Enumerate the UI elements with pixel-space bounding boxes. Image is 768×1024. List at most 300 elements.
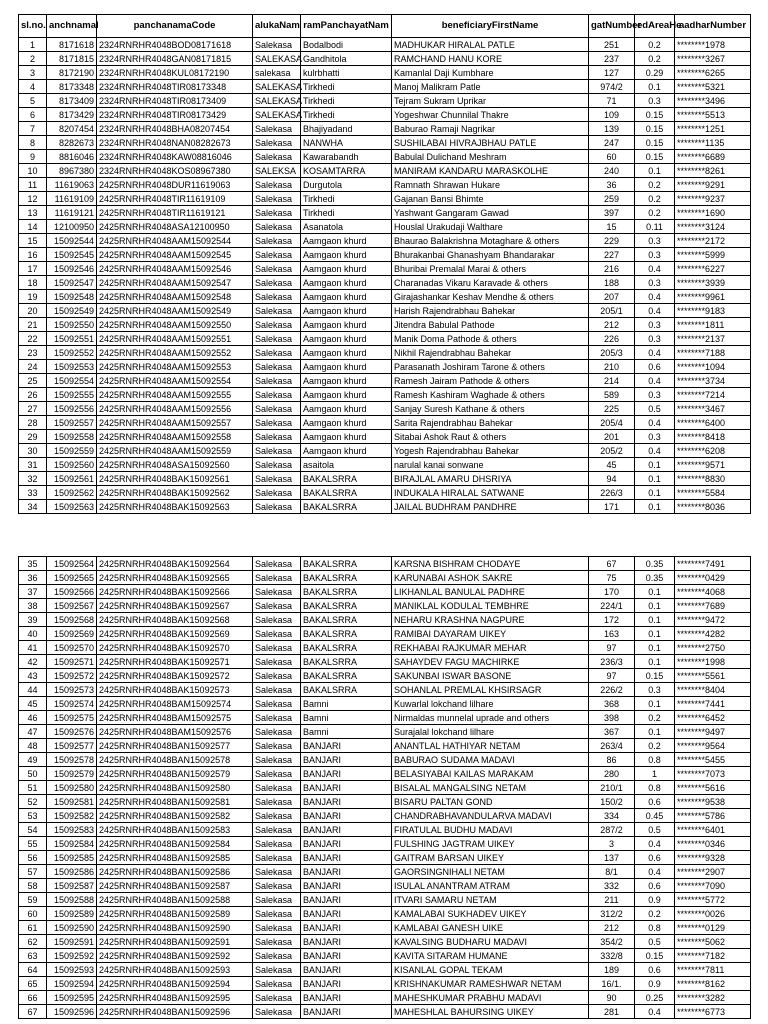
table-cell: 15092591 xyxy=(47,935,97,949)
table-cell: ********8162 xyxy=(675,977,751,991)
table-cell: BANJARI xyxy=(301,837,392,851)
table-cell: 15092553 xyxy=(47,360,97,374)
table-cell: KISANLAL GOPAL TEKAM xyxy=(392,963,589,977)
table-cell: BANJARI xyxy=(301,767,392,781)
table-cell: 58 xyxy=(19,879,47,893)
table-cell: 18 xyxy=(19,276,47,290)
table-cell: 8171618 xyxy=(47,38,97,52)
table-cell: 211 xyxy=(589,893,635,907)
table-cell: 127 xyxy=(589,66,635,80)
table-cell: 28 xyxy=(19,416,47,430)
table-row xyxy=(19,234,751,248)
table-cell: 2425RNRHR4048BAK15092572 xyxy=(97,669,253,683)
table-cell: SALEKASA xyxy=(253,80,301,94)
table-row xyxy=(19,963,751,977)
table-cell: 15092593 xyxy=(47,963,97,977)
table-row xyxy=(19,276,751,290)
table-cell: 15092572 xyxy=(47,669,97,683)
table-cell: SALEKSA xyxy=(253,164,301,178)
table-cell: 0.6 xyxy=(635,879,675,893)
table-cell: BAKALSRRA xyxy=(301,655,392,669)
table-cell: 15092569 xyxy=(47,627,97,641)
table-cell: Aamgaon khurd xyxy=(301,360,392,374)
table-cell: 15092594 xyxy=(47,977,97,991)
table-cell: 398 xyxy=(589,711,635,725)
table-cell: 2425RNRHR4048ASA12100950 xyxy=(97,220,253,234)
table-cell: FIRATULAL BUDHU MADAVI xyxy=(392,823,589,837)
table-cell: Ramesh Kashiram Waghade & others xyxy=(392,388,589,402)
table-cell: 36 xyxy=(589,178,635,192)
table-row xyxy=(19,38,751,52)
table-cell: 10 xyxy=(19,164,47,178)
table-cell: 15092581 xyxy=(47,795,97,809)
table-cell: 2425RNRHR4048BAN15092578 xyxy=(97,753,253,767)
table-cell: Yogeshwar Chunnilal Thakre xyxy=(392,108,589,122)
table-cell: KAMALABAI SUKHADEV UIKEY xyxy=(392,907,589,921)
table-row xyxy=(19,767,751,781)
table-cell: BAKALSRRA xyxy=(301,557,392,571)
table-cell: 170 xyxy=(589,585,635,599)
table-cell: ********9237 xyxy=(675,192,751,206)
table-row xyxy=(19,613,751,627)
table-row xyxy=(19,206,751,220)
table-cell: ********3467 xyxy=(675,402,751,416)
table-cell: BABURAO SUDAMA MADAVI xyxy=(392,753,589,767)
table-cell: Houslal Urakudaji Waltharе xyxy=(392,220,589,234)
table-cell: ********5616 xyxy=(675,781,751,795)
table-cell: 15092560 xyxy=(47,458,97,472)
table-cell: Aamgaon khurd xyxy=(301,304,392,318)
table-cell: 15092545 xyxy=(47,248,97,262)
table-cell: 49 xyxy=(19,753,47,767)
table-cell: 2425RNRHR4048BAN15092579 xyxy=(97,767,253,781)
table-cell: 227 xyxy=(589,248,635,262)
table-cell: 15092552 xyxy=(47,346,97,360)
table-cell: 2425RNRHR4048BAK15092573 xyxy=(97,683,253,697)
table-cell: Salekasa xyxy=(253,304,301,318)
table-cell: 2425RNRHR4048ASA15092560 xyxy=(97,458,253,472)
table-row xyxy=(19,248,751,262)
table-cell: Gandhitola xyxy=(301,52,392,66)
table-cell: 240 xyxy=(589,164,635,178)
table-cell: 67 xyxy=(589,557,635,571)
table-cell: 368 xyxy=(589,697,635,711)
table-cell: 0.6 xyxy=(635,851,675,865)
table-cell: ********8404 xyxy=(675,683,751,697)
table-row xyxy=(19,486,751,500)
table-row xyxy=(19,290,751,304)
table-cell: Tirkhedi xyxy=(301,192,392,206)
table-row xyxy=(19,585,751,599)
table-cell: 0.9 xyxy=(635,977,675,991)
table-cell: 354/2 xyxy=(589,935,635,949)
table-cell: BAKALSRRA xyxy=(301,472,392,486)
table-cell: 2425RNRHR4048AAM15092555 xyxy=(97,388,253,402)
table-cell: 2425RNRHR4048BAN15092582 xyxy=(97,809,253,823)
table-cell: 2425RNRHR4048BAK15092567 xyxy=(97,599,253,613)
table-cell: 367 xyxy=(589,725,635,739)
table-cell: ********3734 xyxy=(675,374,751,388)
table-cell: 0.2 xyxy=(635,38,675,52)
table-cell: 201 xyxy=(589,430,635,444)
table-cell: 2425RNRHR4048AAM15092548 xyxy=(97,290,253,304)
table-cell: Durgutola xyxy=(301,178,392,192)
table-cell: BANJARI xyxy=(301,823,392,837)
table-cell: ********8418 xyxy=(675,430,751,444)
header-cell: anchnamal xyxy=(47,15,97,38)
table-cell: 15092557 xyxy=(47,416,97,430)
table-cell: Sanjay Suresh Kathane & others xyxy=(392,402,589,416)
table-row xyxy=(19,52,751,66)
table-cell: SOHANLAL PREMLAL KHSIRSAGR xyxy=(392,683,589,697)
table-cell: 2425RNRHR4048AAM15092554 xyxy=(97,374,253,388)
table-cell: ********8830 xyxy=(675,472,751,486)
table-cell: Aamgaon khurd xyxy=(301,276,392,290)
table-block-top xyxy=(18,14,751,514)
table-cell: ********8036 xyxy=(675,500,751,514)
table-cell: 205/3 xyxy=(589,346,635,360)
table-row xyxy=(19,795,751,809)
table-cell: Salekasa xyxy=(253,795,301,809)
table-cell: 397 xyxy=(589,206,635,220)
table-cell: 0.4 xyxy=(635,304,675,318)
table-cell: 2425RNRHR4048BAN15092586 xyxy=(97,865,253,879)
table-row xyxy=(19,557,751,571)
table-cell: Kawarabandh xyxy=(301,150,392,164)
table-cell: NANWHA xyxy=(301,136,392,150)
table-cell: ********7090 xyxy=(675,879,751,893)
table-cell: 17 xyxy=(19,262,47,276)
table-cell: 71 xyxy=(589,94,635,108)
table-cell: salekasa xyxy=(253,66,301,80)
table-cell: 4 xyxy=(19,80,47,94)
table-cell: ********6400 xyxy=(675,416,751,430)
table-cell: 0.1 xyxy=(635,458,675,472)
table-cell: Salekasa xyxy=(253,921,301,935)
table-row xyxy=(19,599,751,613)
table-cell: 2425RNRHR4048BAN15092594 xyxy=(97,977,253,991)
table-cell: 0.11 xyxy=(635,220,675,234)
table-cell: MANIRAM KANDARU MARASKOLHE xyxy=(392,164,589,178)
table-cell: MANIKLAL KODULAL TEMBHRE xyxy=(392,599,589,613)
table-cell: BANJARI xyxy=(301,893,392,907)
table-cell: 2324RNRHR4048KUL08172190 xyxy=(97,66,253,80)
table-cell: BANJARI xyxy=(301,935,392,949)
table-cell: Salekasa xyxy=(253,178,301,192)
table-cell: 7 xyxy=(19,122,47,136)
table-cell: 2324RNRHR4048KAW08816046 xyxy=(97,150,253,164)
table-cell: 280 xyxy=(589,767,635,781)
table-cell: Bamni xyxy=(301,725,392,739)
table-cell: 0.1 xyxy=(635,472,675,486)
table-cell: ********7188 xyxy=(675,346,751,360)
table-cell: 48 xyxy=(19,739,47,753)
table-cell: 15092549 xyxy=(47,304,97,318)
table-cell: 2425RNRHR4048BAK15092563 xyxy=(97,500,253,514)
table-cell: 15092561 xyxy=(47,472,97,486)
table-cell: Salekasa xyxy=(253,963,301,977)
table-cell: 34 xyxy=(19,500,47,514)
table-cell: 2425RNRHR4048BAK15092569 xyxy=(97,627,253,641)
table-row xyxy=(19,122,751,136)
table-cell: Salekasa xyxy=(253,683,301,697)
table-cell: Salekasa xyxy=(253,725,301,739)
table-row xyxy=(19,430,751,444)
table-cell: Salekasa xyxy=(253,360,301,374)
table-cell: 19 xyxy=(19,290,47,304)
table-cell: 0.4 xyxy=(635,1005,675,1019)
table-cell: 15092567 xyxy=(47,599,97,613)
table-cell: 0.4 xyxy=(635,416,675,430)
table-row xyxy=(19,66,751,80)
table-cell: BANJARI xyxy=(301,921,392,935)
table-cell: 20 xyxy=(19,304,47,318)
table-cell: 2425RNRHR4048AAM15092550 xyxy=(97,318,253,332)
table-cell: 11619109 xyxy=(47,192,97,206)
table-cell: Nirmaldas munnelal uprade and others xyxy=(392,711,589,725)
table-cell: ANANTLAL HATHIYAR NETAM xyxy=(392,739,589,753)
table-row xyxy=(19,655,751,669)
table-cell: ********9538 xyxy=(675,795,751,809)
table-cell: Salekasa xyxy=(253,1005,301,1019)
table-cell: 263/4 xyxy=(589,739,635,753)
table-cell: 0.6 xyxy=(635,963,675,977)
table-cell: Aamgaon khurd xyxy=(301,234,392,248)
table-cell: 0.1 xyxy=(635,725,675,739)
table-cell: Salekasa xyxy=(253,136,301,150)
table-cell: ********9497 xyxy=(675,725,751,739)
table-cell: BANJARI xyxy=(301,865,392,879)
table-cell: 47 xyxy=(19,725,47,739)
table-cell: 0.2 xyxy=(635,206,675,220)
table-cell: ********7811 xyxy=(675,963,751,977)
table-cell: BAKALSRRA xyxy=(301,599,392,613)
table-cell: 15092579 xyxy=(47,767,97,781)
table-cell: 15092555 xyxy=(47,388,97,402)
header-cell: beneficiaryFirstName xyxy=(392,15,589,38)
table-cell: ********1690 xyxy=(675,206,751,220)
table-cell: Aamgaon khurd xyxy=(301,430,392,444)
table-cell: 2425RNRHR4048AAM15092558 xyxy=(97,430,253,444)
table-cell: 12100950 xyxy=(47,220,97,234)
table-cell: Ramesh Jairam Pathode & others xyxy=(392,374,589,388)
table-cell: Salekasa xyxy=(253,262,301,276)
table-cell: 2425RNRHR4048BAM15092576 xyxy=(97,725,253,739)
table-cell: 15092589 xyxy=(47,907,97,921)
table-cell: 5 xyxy=(19,94,47,108)
table-cell: REKHABAI RAJKUMAR MEHAR xyxy=(392,641,589,655)
table-cell: 2425RNRHR4048AAM15092549 xyxy=(97,304,253,318)
table-cell: ********0129 xyxy=(675,921,751,935)
table-cell: Aamgaon khurd xyxy=(301,444,392,458)
table-row xyxy=(19,977,751,991)
table-cell: 281 xyxy=(589,1005,635,1019)
table-cell: Aamgaon khurd xyxy=(301,388,392,402)
table-cell: 0.5 xyxy=(635,823,675,837)
table-cell: 2425RNRHR4048TIR11619121 xyxy=(97,206,253,220)
table-cell: 63 xyxy=(19,949,47,963)
table-cell: 0.25 xyxy=(635,991,675,1005)
header-cell: edAreaHe xyxy=(635,15,675,38)
table-cell: 15092575 xyxy=(47,711,97,725)
table-cell: Salekasa xyxy=(253,977,301,991)
table-cell: Aamgaon khurd xyxy=(301,332,392,346)
table-cell: ********2172 xyxy=(675,234,751,248)
table-cell: 23 xyxy=(19,346,47,360)
table-cell: BAKALSRRA xyxy=(301,683,392,697)
table-cell: BANJARI xyxy=(301,963,392,977)
table-cell: 51 xyxy=(19,781,47,795)
table-cell: 0.3 xyxy=(635,234,675,248)
table-cell: 54 xyxy=(19,823,47,837)
table-cell: Salekasa xyxy=(253,557,301,571)
table-cell: BANJARI xyxy=(301,851,392,865)
table-cell: 0.1 xyxy=(635,627,675,641)
table-cell: Salekasa xyxy=(253,851,301,865)
table-row xyxy=(19,725,751,739)
table-row xyxy=(19,781,751,795)
table-cell: 2425RNRHR4048AAM15092553 xyxy=(97,360,253,374)
table-cell: 29 xyxy=(19,430,47,444)
header-cell: gatNumber xyxy=(589,15,635,38)
table-cell: 15092595 xyxy=(47,991,97,1005)
table-cell: 2425RNRHR4048BAK15092562 xyxy=(97,486,253,500)
table-cell: 1 xyxy=(19,38,47,52)
table-cell: 75 xyxy=(589,571,635,585)
table-cell: BISARU PALTAN GOND xyxy=(392,795,589,809)
table-cell: Gajanan Bansi Bhimte xyxy=(392,192,589,206)
table-cell: Sitabai Ashok Raut & others xyxy=(392,430,589,444)
table-cell: Salekasa xyxy=(253,879,301,893)
table-cell: ********1135 xyxy=(675,136,751,150)
table-cell: 207 xyxy=(589,290,635,304)
table-cell: 0.45 xyxy=(635,809,675,823)
table-cell: BISALAL MANGALSING NETAM xyxy=(392,781,589,795)
table-cell: 224/1 xyxy=(589,599,635,613)
table-row xyxy=(19,921,751,935)
table-cell: 15092544 xyxy=(47,234,97,248)
table-cell: 2425RNRHR4048AAM15092545 xyxy=(97,248,253,262)
table-row xyxy=(19,907,751,921)
table-cell: KOSAMTARRA xyxy=(301,164,392,178)
table-cell: 2425RNRHR4048BAN15092595 xyxy=(97,991,253,1005)
table-cell: 8967380 xyxy=(47,164,97,178)
table-row xyxy=(19,346,751,360)
table-cell: ********9472 xyxy=(675,613,751,627)
table-cell: Salekasa xyxy=(253,935,301,949)
table-cell: SAHAYDEV FAGU MACHIRKE xyxy=(392,655,589,669)
table-cell: 2324RNRHR4048NAN08282673 xyxy=(97,136,253,150)
table-cell: ********4068 xyxy=(675,585,751,599)
table-cell: ********0346 xyxy=(675,837,751,851)
table-cell: 62 xyxy=(19,935,47,949)
table-cell: 15092558 xyxy=(47,430,97,444)
table-row xyxy=(19,851,751,865)
table-body-top xyxy=(19,38,751,514)
table-cell: 22 xyxy=(19,332,47,346)
table-cell: ********4282 xyxy=(675,627,751,641)
table-cell: 210 xyxy=(589,360,635,374)
table-cell: 0.2 xyxy=(635,178,675,192)
table-cell: 163 xyxy=(589,627,635,641)
table-cell: Asanatola xyxy=(301,220,392,234)
table-cell: Salekasa xyxy=(253,150,301,164)
table-cell: 15092578 xyxy=(47,753,97,767)
table-cell: ********3282 xyxy=(675,991,751,1005)
table-cell: BAKALSRRA xyxy=(301,627,392,641)
table-cell: 15092570 xyxy=(47,641,97,655)
table-cell: CHANDRABHAVANDULARVA MADAVI xyxy=(392,809,589,823)
table-cell: ********1251 xyxy=(675,122,751,136)
table-cell: 15092576 xyxy=(47,725,97,739)
table-cell: Salekasa xyxy=(253,206,301,220)
table-cell: Salekasa xyxy=(253,809,301,823)
table-cell: 0.5 xyxy=(635,935,675,949)
table-cell: Salekasa xyxy=(253,500,301,514)
table-cell: 0.1 xyxy=(635,613,675,627)
table-cell: Salekasa xyxy=(253,318,301,332)
table-row xyxy=(19,641,751,655)
table-cell: Babulal Dulichand Meshram xyxy=(392,150,589,164)
table-row xyxy=(19,374,751,388)
table-block-bottom xyxy=(18,556,751,1019)
table-cell: 15092585 xyxy=(47,851,97,865)
table-cell: 2425RNRHR4048AAM15092556 xyxy=(97,402,253,416)
table-cell: 56 xyxy=(19,851,47,865)
table-cell: 15092563 xyxy=(47,500,97,514)
table-cell: ********3267 xyxy=(675,52,751,66)
table-cell: ********5321 xyxy=(675,80,751,94)
table-cell: 0.8 xyxy=(635,921,675,935)
table-cell: 109 xyxy=(589,108,635,122)
table-cell: 15092554 xyxy=(47,374,97,388)
table-cell: ********7441 xyxy=(675,697,751,711)
table-cell: 2425RNRHR4048BAK15092568 xyxy=(97,613,253,627)
table-cell: Salekasa xyxy=(253,991,301,1005)
table-row xyxy=(19,500,751,514)
table-cell: 35 xyxy=(19,557,47,571)
table-cell: 15 xyxy=(589,220,635,234)
table-cell: Salekasa xyxy=(253,388,301,402)
table-cell: 0.15 xyxy=(635,669,675,683)
table-cell: ********9961 xyxy=(675,290,751,304)
table-cell: 2324RNRHR4048TIR08173348 xyxy=(97,80,253,94)
table-cell: ********7214 xyxy=(675,388,751,402)
table-cell: 189 xyxy=(589,963,635,977)
table-cell: 94 xyxy=(589,472,635,486)
table-cell: 0.3 xyxy=(635,683,675,697)
table-cell: 2425RNRHR4048TIR11619109 xyxy=(97,192,253,206)
table-cell: 247 xyxy=(589,136,635,150)
table-cell: 86 xyxy=(589,753,635,767)
table-cell: BAKALSRRA xyxy=(301,641,392,655)
table-cell: Salekasa xyxy=(253,38,301,52)
table-cell: Aamgaon khurd xyxy=(301,262,392,276)
table-cell: 0.1 xyxy=(635,486,675,500)
table-cell: BANJARI xyxy=(301,907,392,921)
table-cell: 2425RNRHR4048AAM15092551 xyxy=(97,332,253,346)
table-row xyxy=(19,753,751,767)
table-cell: 15092587 xyxy=(47,879,97,893)
table-cell: 97 xyxy=(589,669,635,683)
table-cell: 0.2 xyxy=(635,52,675,66)
table-cell: ********1094 xyxy=(675,360,751,374)
table-row xyxy=(19,935,751,949)
table-cell: 2324RNRHR4048BOD08171618 xyxy=(97,38,253,52)
table-cell: 0.3 xyxy=(635,248,675,262)
table-cell: 15092548 xyxy=(47,290,97,304)
table-cell: BAKALSRRA xyxy=(301,571,392,585)
